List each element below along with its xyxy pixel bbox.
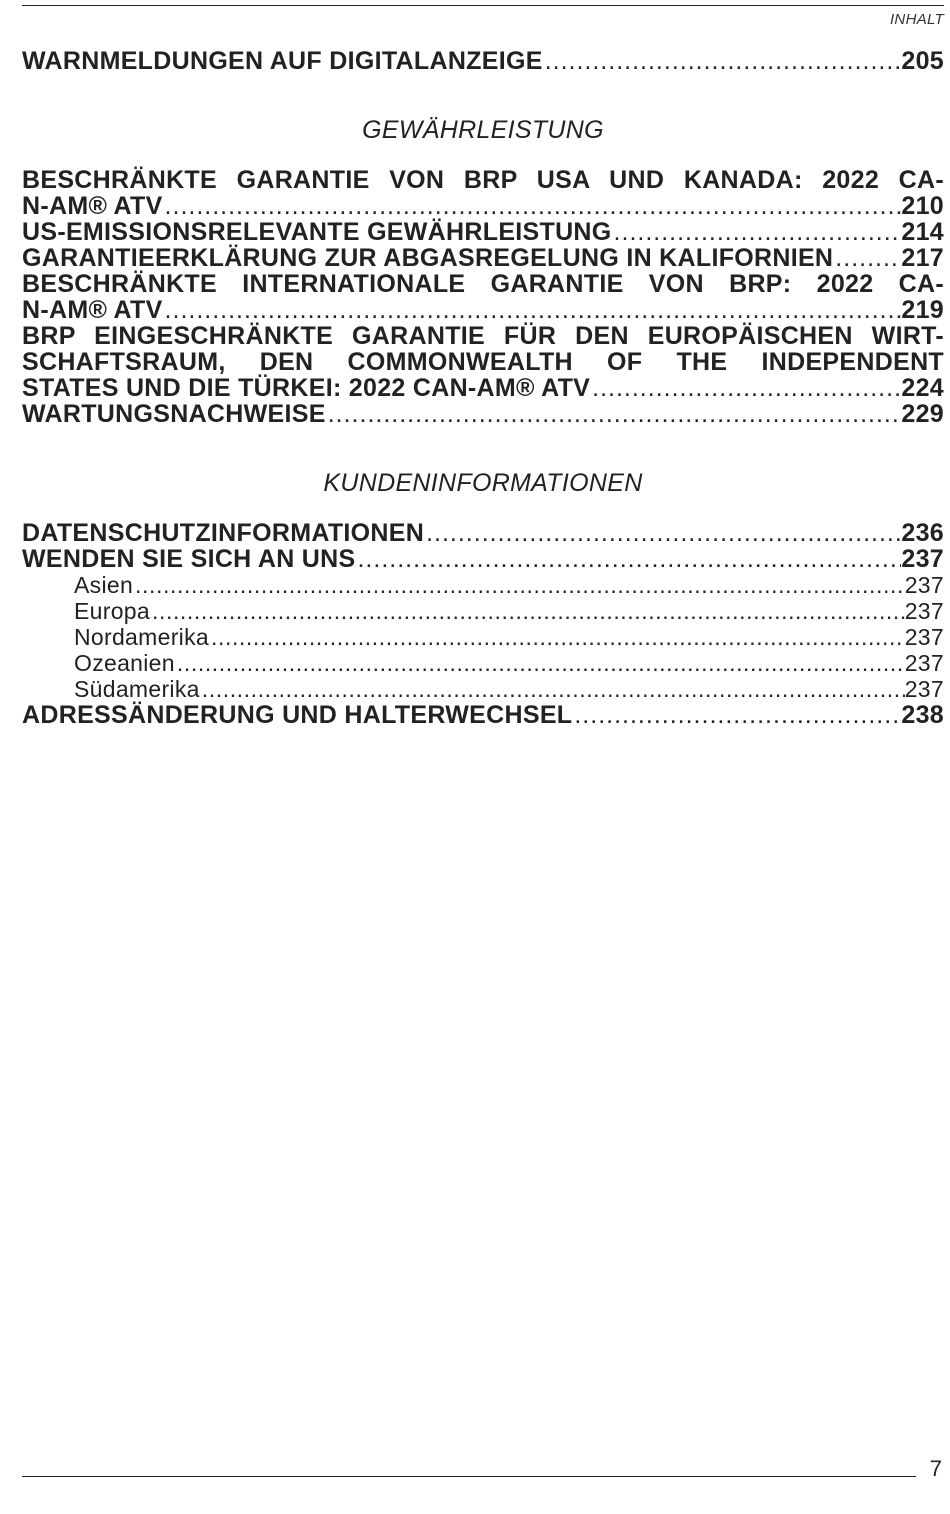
- toc-entry-brp-europa[interactable]: [22, 323, 944, 401]
- toc-entry-title: Asien: [74, 572, 134, 598]
- toc-leader-dots: [612, 219, 902, 245]
- toc-leader-dots: [175, 650, 905, 676]
- toc-entry-title: WARNMELDUNGEN AUF DIGITALANZEIGE: [22, 47, 543, 75]
- header-label: INHALT: [889, 11, 944, 28]
- toc-leader-dots: [163, 297, 902, 323]
- page-number: 7: [929, 1456, 942, 1481]
- toc-leader-dots: [163, 193, 902, 219]
- table-of-contents: [22, 48, 944, 728]
- toc-entry-page: 237: [904, 572, 944, 598]
- toc-entry-brp-international[interactable]: [22, 271, 944, 323]
- toc-entry-title: STATES UND DIE TÜRKEI: 2022 CAN-AM® ATV: [22, 374, 591, 402]
- section-heading-kundeninformationen: KUNDENINFORMATIONEN: [323, 469, 643, 497]
- toc-leader-dots: [209, 624, 905, 650]
- toc-entry-datenschutz[interactable]: [22, 520, 944, 546]
- toc-entry-adressaenderung[interactable]: [22, 702, 944, 728]
- toc-entry-wenden-sie-sich[interactable]: [22, 546, 944, 572]
- toc-entry-brp-usa-kanada[interactable]: [22, 167, 944, 219]
- toc-entry-page: 236: [901, 519, 944, 547]
- toc-leader-dots: [590, 375, 901, 401]
- toc-leader-dots: [543, 48, 902, 74]
- toc-entry-title: Südamerika: [74, 676, 200, 702]
- toc-entry-title: Ozeanien: [74, 650, 175, 676]
- toc-subentry-europa[interactable]: [22, 598, 944, 624]
- toc-leader-dots: [133, 572, 905, 598]
- toc-entry-line: SCHAFTSRAUM, DEN COMMONWEALTH OF THE INDEPENDENT: [22, 348, 944, 376]
- toc-entry-line: BESCHRÄNKTE GARANTIE VON BRP USA UND KANADA: 2022 CA-: [22, 166, 944, 194]
- toc-subentry-nordamerika[interactable]: [22, 624, 944, 650]
- section-heading-gewaehrleistung: GEWÄHRLEISTUNG: [362, 116, 604, 144]
- toc-entry-page: 237: [904, 598, 944, 624]
- toc-entry-page: 237: [904, 624, 944, 650]
- toc-entry-title: US-EMISSIONSRELEVANTE GEWÄHRLEISTUNG: [22, 218, 612, 246]
- toc-leader-dots: [326, 401, 902, 427]
- toc-entry-page: 237: [904, 650, 944, 676]
- toc-entry-title: Europa: [74, 598, 150, 624]
- toc-entry-line: BRP EINGESCHRÄNKTE GARANTIE FÜR DEN EUROPÄISCHEN WIRT-: [22, 322, 944, 350]
- toc-subentry-asien[interactable]: [22, 572, 944, 598]
- toc-subentry-ozeanien[interactable]: [22, 650, 944, 676]
- toc-entry-page: 224: [901, 374, 944, 402]
- toc-entry-title: WARTUNGSNACHWEISE: [22, 400, 326, 428]
- toc-entry-page: 229: [901, 400, 944, 428]
- toc-entry-page: 219: [901, 296, 944, 324]
- toc-entry-page: 217: [901, 244, 944, 272]
- toc-leader-dots: [150, 598, 905, 624]
- toc-entry-warnmeldungen[interactable]: [22, 48, 944, 74]
- toc-entry-title: GARANTIEERKLÄRUNG ZUR ABGASREGELUNG IN KALIFORNIEN: [22, 244, 834, 272]
- toc-entry-wartungsnachweise[interactable]: [22, 401, 944, 427]
- toc-entry-page: 238: [901, 701, 944, 729]
- toc-leader-dots: [355, 546, 901, 572]
- toc-entry-kalifornien[interactable]: [22, 245, 944, 271]
- toc-entry-page: 214: [901, 218, 944, 246]
- toc-entry-page: 237: [901, 545, 944, 573]
- toc-entry-title: WENDEN SIE SICH AN UNS: [22, 545, 356, 573]
- toc-entry-us-emissions[interactable]: [22, 219, 944, 245]
- toc-entry-page: 237: [904, 676, 944, 702]
- footer-rule: [22, 1476, 916, 1477]
- toc-entry-title: N-AM® ATV: [22, 296, 163, 324]
- header-rule: [22, 5, 944, 6]
- toc-entry-page: 205: [901, 47, 944, 75]
- toc-leader-dots: [200, 676, 905, 702]
- toc-leader-dots: [833, 245, 901, 271]
- toc-entry-page: 210: [901, 192, 944, 220]
- toc-entry-title: N-AM® ATV: [22, 192, 163, 220]
- toc-subentry-suedamerika[interactable]: [22, 676, 944, 702]
- toc-entry-line: BESCHRÄNKTE INTERNATIONALE GARANTIE VON BRP: 2022 CA-: [22, 270, 944, 298]
- toc-entry-title: ADRESSÄNDERUNG UND HALTERWECHSEL: [22, 701, 573, 729]
- toc-entry-title: Nordamerika: [74, 624, 209, 650]
- toc-leader-dots: [424, 520, 901, 546]
- toc-entry-title: DATENSCHUTZINFORMATIONEN: [22, 519, 425, 547]
- toc-leader-dots: [572, 702, 901, 728]
